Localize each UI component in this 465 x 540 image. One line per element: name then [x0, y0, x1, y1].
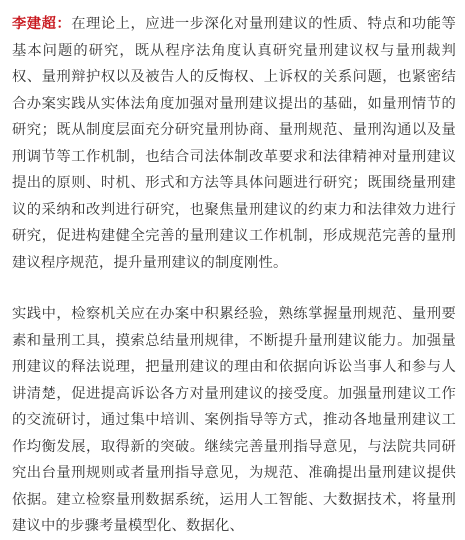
paragraph-2-text: 实践中，检察机关应在办案中积累经验，熟练掌握量刑规范、量刑要素和量刑工具，摸索总结量刑规律，不断提升量刑建议能力。加强量刑建议的释法说理，把量刑建议的理由和依据向诉讼当事人和参与人讲清楚，促进提高诉讼各方对量刑建议的接受度。加强量刑建议工作的交流研讨，通过集中培训、案例指导等方式，推动各地量刑建议工作均衡发展，取得新的突破。继续完善量刑指导意见，与法院共同研究出台量刑规则或者量刑指导意见，为规范、准确提出量刑建议提供依据。建立检察量刑数据系统，运用人工智能、大数据技术，将量刑建议中的步骤考量模型化、数据化、 [12, 306, 456, 534]
article-paragraph-1 [12, 11, 456, 276]
speaker-name: 李建超： [12, 16, 72, 32]
article-paragraph-2 [12, 301, 456, 540]
paragraph-1-text: 在理论上，应进一步深化对量刑建议的性质、特点和功能等基本问题的研究，既从程序法角度认真研究量刑建议权与量刑裁判权、量刑辩护权以及被告人的反悔权、上诉权的关系问题，也紧密结合办案实践从实体法角度加强对量刑建议提出的基础，如量刑情节的研究；既从制度层面充分研究量刑协商、量刑规范、量刑沟通以及量刑调节等工作机制，也结合司法体制改革要求和法律精神对量刑建议提出的原则、时机、形式和方法等具体问题进行研究；既围绕量刑建议的采纳和改判进行研究，也聚焦量刑建议的约束力和法律效力进行研究，促进构建健全完善的量刑建议工作机制，形成规范完善的量刑建议程序规范，提升量刑建议的制度刚性。 [12, 16, 456, 271]
